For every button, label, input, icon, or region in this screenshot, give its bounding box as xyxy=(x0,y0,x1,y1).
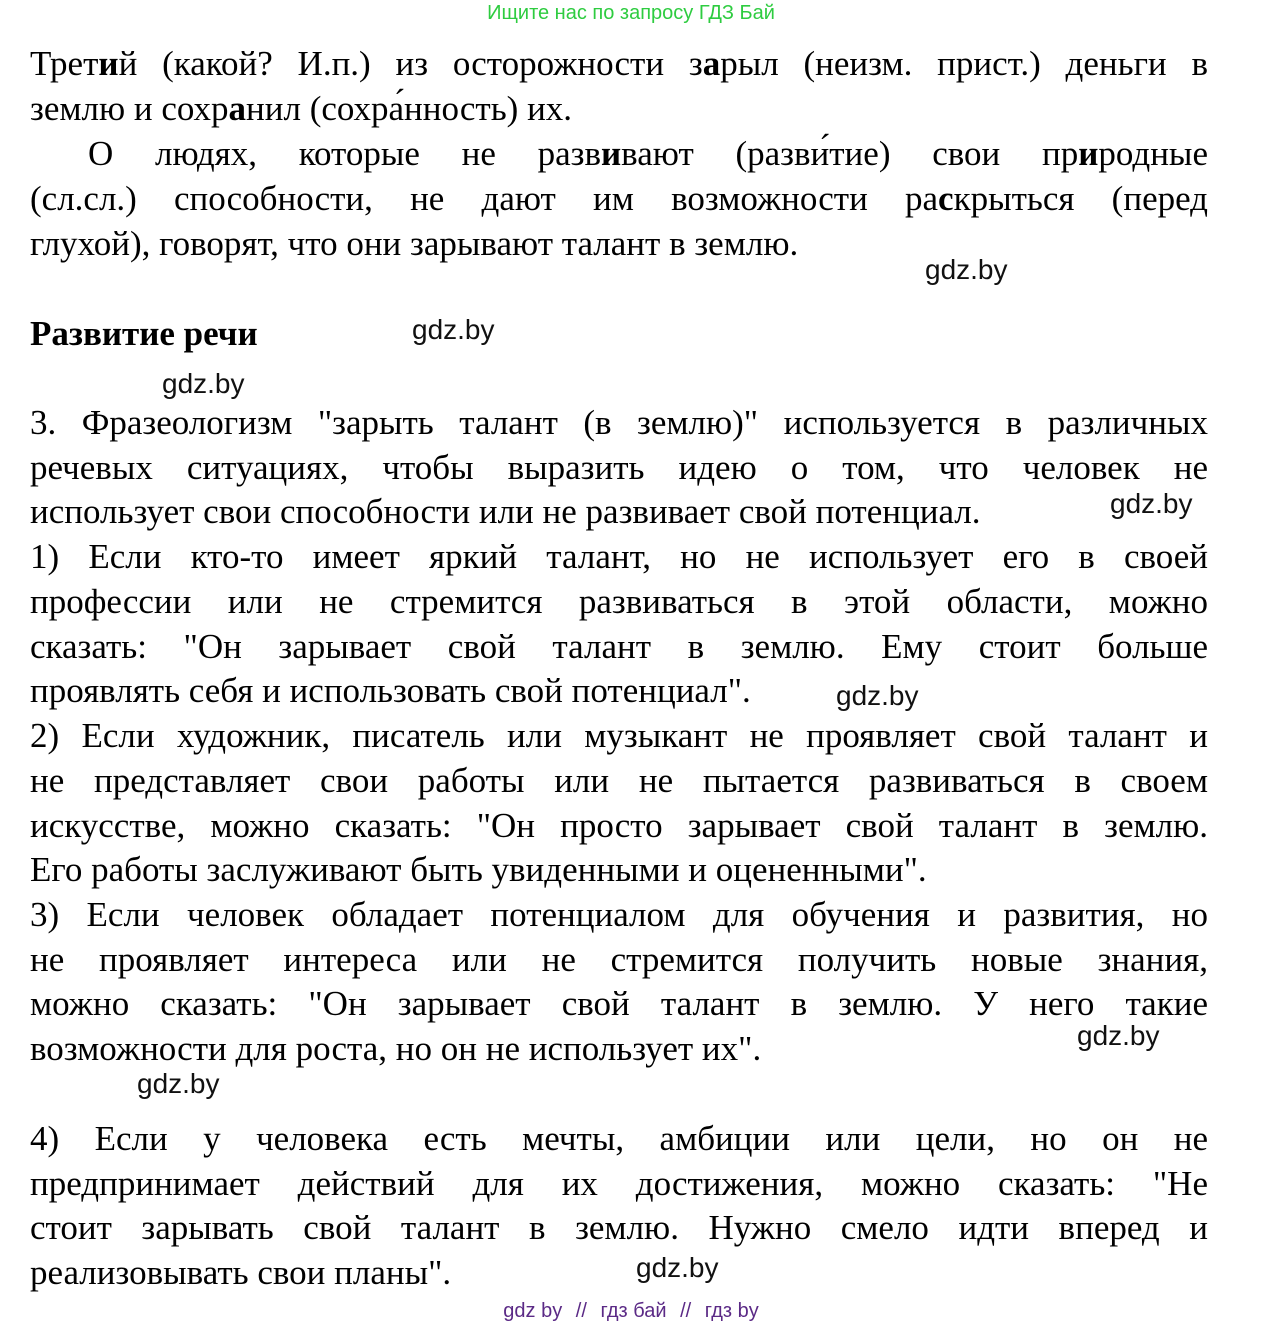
example2-line-2: не представляет свои работы или не пытается развиваться в своем xyxy=(30,761,1208,800)
text-run: нил (сохра́нность) их. xyxy=(246,89,573,128)
highlighted-letter: с xyxy=(938,179,954,218)
example4-line-1: 4) Если у человека есть мечты, амбиции или цели, но он не xyxy=(30,1119,1208,1158)
header-search-link[interactable]: Ищите нас по запросу ГДЗ Бай xyxy=(487,2,775,24)
watermark: gdz.by xyxy=(636,1252,719,1283)
example1-line-4: проявлять себя и использовать свой потенциал". xyxy=(30,671,751,710)
section-heading: Развитие речи xyxy=(30,314,258,353)
example2-line-4: Его работы заслуживают быть увиденными и оцененными". xyxy=(30,850,927,889)
task3-line-1: 3. Фразеологизм "зарыть талант (в землю)" используется в различных xyxy=(30,403,1208,442)
example3-line-2: не проявляет интереса или не стремится получить новые знания, xyxy=(30,940,1208,979)
watermark: gdz.by xyxy=(836,680,919,711)
text-run: рыл (неизм. прист.) деньги в xyxy=(720,44,1208,83)
task3-line-3: использует свои способности или не развивает свой потенциал. xyxy=(30,492,981,531)
text-run: вают (разви́тие) свои пр xyxy=(621,134,1079,173)
example1-line-1: 1) Если кто-то имеет яркий талант, но не использует его в своей xyxy=(30,537,1208,576)
text-run: О людях, которые не разв xyxy=(88,134,601,173)
example2-line-3: искусстве, можно сказать: "Он просто зарывает свой талант в землю. xyxy=(30,806,1208,845)
watermark: gdz.by xyxy=(925,254,1008,285)
footer-links xyxy=(0,1298,1262,1324)
footer-separator: // xyxy=(680,1300,692,1322)
watermark: gdz.by xyxy=(412,314,495,345)
footer-link-gdz-bai[interactable]: гдз бай xyxy=(600,1300,667,1322)
text-run: крыться (перед xyxy=(953,179,1208,218)
paragraph2-line-3: глухой), говорят, что они зарывают талант в землю. xyxy=(30,224,799,263)
intro-line-2 xyxy=(30,89,1208,129)
example3-line-4: возможности для роста, но он не использует их". xyxy=(30,1029,762,1068)
text-run: (сл.сл.) способности, не дают им возможности ра xyxy=(30,179,939,218)
paragraph2-line-1 xyxy=(88,134,1208,174)
intro-line-1 xyxy=(30,44,1208,84)
paragraph2-line-2 xyxy=(30,179,1208,219)
example1-line-2: профессии или не стремится развиваться в этой области, можно xyxy=(30,582,1208,621)
text-run: родные xyxy=(1098,134,1208,173)
example2-line-1: 2) Если художник, писатель или музыкант не проявляет свой талант и xyxy=(30,716,1208,755)
watermark: gdz.by xyxy=(1077,1020,1160,1051)
highlighted-letter: и xyxy=(1078,134,1099,173)
example4-line-4: реализовывать свои планы". xyxy=(30,1253,452,1292)
text-run: землю и сохр xyxy=(30,89,229,128)
task3-line-2: речевых ситуациях, чтобы выразить идею о том, что человек не xyxy=(30,448,1208,487)
text-run: Трет xyxy=(30,44,99,83)
example4-line-3: стоит зарывать свой талант в землю. Нужно смело идти вперед и xyxy=(30,1208,1208,1247)
footer-link-gdz-by-cyr[interactable]: гдз by xyxy=(704,1300,759,1322)
highlighted-letter: а xyxy=(228,89,247,128)
example3-line-3: можно сказать: "Он зарывает свой талант в землю. У него такие xyxy=(30,984,1208,1023)
footer-link-gdz-by[interactable]: gdz by xyxy=(503,1300,563,1322)
example4-line-2: предпринимает действий для их достижения, можно сказать: "Не xyxy=(30,1164,1208,1203)
watermark: gdz.by xyxy=(137,1068,220,1099)
watermark: gdz.by xyxy=(1110,488,1193,519)
example3-line-1: 3) Если человек обладает потенциалом для обучения и развития, но xyxy=(30,895,1208,934)
highlighted-letter: и xyxy=(98,44,119,83)
highlighted-letter: и xyxy=(601,134,622,173)
highlighted-letter: а xyxy=(702,44,721,83)
watermark: gdz.by xyxy=(162,368,245,399)
example1-line-3: сказать: "Он зарывает свой талант в землю. Ему стоит больше xyxy=(30,627,1208,666)
text-run: й (какой? И.п.) из осторожности з xyxy=(118,44,703,83)
footer-separator: // xyxy=(575,1300,587,1322)
